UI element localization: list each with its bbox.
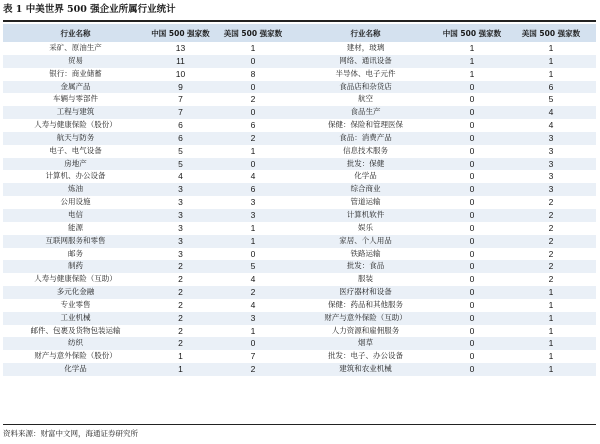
bottom-rule [3,424,596,425]
cell-china-count-right: 0 [438,363,506,376]
cell-industry-right: 网络、通讯设备 [293,55,438,68]
cell-china-count-right: 0 [438,106,506,119]
cell-us-count-left: 4 [213,299,293,312]
table-row [3,286,596,299]
cell-china-count-right: 0 [438,119,506,132]
cell-us-count-left: 3 [213,196,293,209]
cell-industry-left: 专业零售 [3,299,148,312]
cell-us-count-right: 1 [506,286,596,299]
cell-us-count-left: 6 [213,183,293,196]
cell-us-count-left: 1 [213,325,293,338]
cell-us-count-left: 1 [213,222,293,235]
cell-industry-left: 纺织 [3,337,148,350]
cell-china-count-right: 0 [438,183,506,196]
industry-table [3,24,596,376]
cell-us-count-right: 3 [506,145,596,158]
cell-china-count-left: 4 [148,170,213,183]
cell-industry-right: 批发：保健 [293,158,438,171]
table-row [3,183,596,196]
cell-china-count-left: 7 [148,106,213,119]
table-row [3,337,596,350]
cell-industry-left: 炼油 [3,183,148,196]
cell-industry-right: 航空 [293,93,438,106]
cell-industry-right: 保健：药品和其他服务 [293,299,438,312]
cell-industry-left: 计算机、办公设备 [3,170,148,183]
table-row [3,260,596,273]
cell-us-count-right: 1 [506,42,596,55]
table-row [3,158,596,171]
cell-us-count-right: 1 [506,337,596,350]
cell-us-count-right: 1 [506,299,596,312]
cell-china-count-right: 0 [438,170,506,183]
cell-china-count-left: 2 [148,299,213,312]
table-row [3,196,596,209]
cell-us-count-right: 1 [506,55,596,68]
cell-china-count-left: 13 [148,42,213,55]
top-rule [3,20,596,22]
cell-us-count-right: 2 [506,273,596,286]
cell-industry-right: 娱乐 [293,222,438,235]
cell-us-count-right: 2 [506,222,596,235]
cell-industry-left: 银行：商业储蓄 [3,68,148,81]
cell-us-count-left: 4 [213,170,293,183]
cell-china-count-right: 0 [438,248,506,261]
cell-industry-right: 半导体、电子元件 [293,68,438,81]
cell-china-count-left: 2 [148,325,213,338]
cell-us-count-left: 6 [213,119,293,132]
cell-us-count-right: 1 [506,363,596,376]
table-row [3,106,596,119]
cell-industry-left: 能源 [3,222,148,235]
cell-industry-right: 铁路运输 [293,248,438,261]
cell-industry-right: 人力资源和雇佣服务 [293,325,438,338]
cell-china-count-left: 3 [148,183,213,196]
cell-china-count-left: 3 [148,248,213,261]
cell-industry-left: 采矿、原油生产 [3,42,148,55]
cell-us-count-left: 0 [213,248,293,261]
cell-industry-right: 食品生产 [293,106,438,119]
cell-industry-right: 食品：消费产品 [293,132,438,145]
cell-industry-left: 航天与防务 [3,132,148,145]
cell-china-count-right: 0 [438,260,506,273]
cell-china-count-left: 1 [148,363,213,376]
cell-us-count-right: 1 [506,325,596,338]
cell-industry-left: 电子、电气设备 [3,145,148,158]
cell-us-count-right: 3 [506,170,596,183]
cell-industry-right: 化学品 [293,170,438,183]
cell-us-count-left: 3 [213,312,293,325]
cell-industry-right: 食品店和杂货店 [293,81,438,94]
header-industry-right: 行业名称 [293,24,438,42]
cell-us-count-left: 2 [213,286,293,299]
cell-industry-right: 综合商业 [293,183,438,196]
cell-china-count-left: 5 [148,145,213,158]
cell-china-count-left: 5 [148,158,213,171]
cell-industry-right: 计算机软件 [293,209,438,222]
cell-china-count-left: 7 [148,93,213,106]
table-row [3,273,596,286]
header-china-left: 中国 500 强家数 [148,24,213,42]
cell-us-count-left: 7 [213,350,293,363]
table-row [3,81,596,94]
cell-industry-left: 制药 [3,260,148,273]
cell-us-count-left: 0 [213,106,293,119]
cell-industry-right: 医疗器材和设备 [293,286,438,299]
cell-industry-left: 邮件、包裹及货物包装运输 [3,325,148,338]
header-us-left: 美国 500 强家数 [213,24,293,42]
cell-us-count-left: 0 [213,158,293,171]
table-row [3,93,596,106]
cell-industry-left: 房地产 [3,158,148,171]
cell-us-count-left: 0 [213,55,293,68]
cell-china-count-left: 9 [148,81,213,94]
table-row [3,299,596,312]
cell-us-count-left: 2 [213,93,293,106]
table-row [3,119,596,132]
cell-us-count-left: 2 [213,363,293,376]
table-row [3,42,596,55]
cell-industry-left: 互联网服务和零售 [3,235,148,248]
cell-china-count-right: 0 [438,312,506,325]
table-row [3,248,596,261]
cell-china-count-right: 1 [438,68,506,81]
table-row [3,68,596,81]
cell-china-count-left: 3 [148,196,213,209]
cell-china-count-left: 2 [148,273,213,286]
table-row [3,312,596,325]
cell-china-count-left: 3 [148,209,213,222]
cell-china-count-right: 0 [438,286,506,299]
table-row [3,145,596,158]
cell-china-count-right: 0 [438,325,506,338]
cell-us-count-right: 4 [506,119,596,132]
cell-industry-left: 多元化金融 [3,286,148,299]
header-industry-left: 行业名称 [3,24,148,42]
cell-china-count-right: 0 [438,273,506,286]
table-row [3,363,596,376]
source-note: 资料来源：财富中文网，海通证券研究所 [3,429,138,438]
cell-china-count-right: 1 [438,42,506,55]
cell-industry-right: 信息技术服务 [293,145,438,158]
cell-china-count-right: 0 [438,132,506,145]
cell-china-count-right: 0 [438,337,506,350]
table-row [3,235,596,248]
cell-china-count-left: 2 [148,312,213,325]
table-row [3,350,596,363]
cell-china-count-right: 0 [438,235,506,248]
cell-china-count-left: 11 [148,55,213,68]
table-body [3,42,596,376]
cell-industry-right: 建筑和农业机械 [293,363,438,376]
cell-industry-left: 人寿与健康保险（股份） [3,119,148,132]
cell-industry-left: 人寿与健康保险（互助） [3,273,148,286]
table-row [3,222,596,235]
cell-us-count-left: 3 [213,209,293,222]
table-row [3,325,596,338]
cell-china-count-right: 0 [438,93,506,106]
cell-china-count-left: 10 [148,68,213,81]
cell-industry-left: 工业机械 [3,312,148,325]
cell-china-count-right: 1 [438,55,506,68]
cell-industry-right: 建材，玻璃 [293,42,438,55]
cell-industry-right: 保健：保险和管理医保 [293,119,438,132]
cell-us-count-right: 2 [506,196,596,209]
cell-industry-left: 金属产品 [3,81,148,94]
cell-us-count-left: 5 [213,260,293,273]
cell-us-count-right: 2 [506,235,596,248]
cell-us-count-right: 2 [506,260,596,273]
cell-us-count-right: 3 [506,158,596,171]
cell-china-count-left: 6 [148,132,213,145]
cell-china-count-right: 0 [438,299,506,312]
cell-china-count-right: 0 [438,158,506,171]
cell-industry-left: 财产与意外保险（股份） [3,350,148,363]
cell-us-count-right: 4 [506,106,596,119]
header-us-right: 美国 500 强家数 [506,24,596,42]
cell-us-count-right: 1 [506,312,596,325]
cell-industry-right: 管道运输 [293,196,438,209]
cell-us-count-left: 2 [213,132,293,145]
cell-us-count-right: 3 [506,183,596,196]
cell-industry-right: 批发：食品 [293,260,438,273]
cell-us-count-right: 1 [506,68,596,81]
table-row [3,170,596,183]
cell-china-count-right: 0 [438,209,506,222]
table-row [3,209,596,222]
cell-china-count-right: 0 [438,350,506,363]
table-title: 表 1 中美世界 500 强企业所属行业统计 [3,4,176,15]
cell-industry-left: 电信 [3,209,148,222]
cell-china-count-right: 0 [438,145,506,158]
cell-industry-left: 化学品 [3,363,148,376]
cell-us-count-right: 6 [506,81,596,94]
cell-industry-left: 贸易 [3,55,148,68]
cell-us-count-left: 8 [213,68,293,81]
cell-china-count-left: 1 [148,350,213,363]
header-china-right: 中国 500 强家数 [438,24,506,42]
cell-china-count-left: 2 [148,260,213,273]
cell-us-count-right: 1 [506,350,596,363]
cell-us-count-left: 1 [213,235,293,248]
cell-us-count-right: 5 [506,93,596,106]
table-row [3,132,596,145]
cell-china-count-left: 2 [148,337,213,350]
cell-china-count-right: 0 [438,222,506,235]
cell-us-count-right: 2 [506,248,596,261]
cell-china-count-left: 2 [148,286,213,299]
cell-industry-left: 车辆与零部件 [3,93,148,106]
cell-industry-left: 公用设施 [3,196,148,209]
cell-us-count-left: 1 [213,145,293,158]
cell-industry-left: 工程与建筑 [3,106,148,119]
cell-industry-right: 财产与意外保险（互助） [293,312,438,325]
cell-us-count-left: 0 [213,81,293,94]
cell-industry-left: 邮务 [3,248,148,261]
table-row [3,55,596,68]
cell-industry-right: 服装 [293,273,438,286]
cell-china-count-left: 6 [148,119,213,132]
cell-china-count-right: 0 [438,196,506,209]
cell-industry-right: 家居、个人用品 [293,235,438,248]
cell-industry-right: 批发：电子、办公设备 [293,350,438,363]
cell-us-count-left: 1 [213,42,293,55]
table-header-row [3,24,596,42]
cell-us-count-right: 3 [506,132,596,145]
cell-industry-right: 烟草 [293,337,438,350]
cell-china-count-right: 0 [438,81,506,94]
cell-china-count-left: 3 [148,235,213,248]
cell-us-count-right: 2 [506,209,596,222]
cell-china-count-left: 3 [148,222,213,235]
cell-us-count-left: 4 [213,273,293,286]
cell-us-count-left: 0 [213,337,293,350]
